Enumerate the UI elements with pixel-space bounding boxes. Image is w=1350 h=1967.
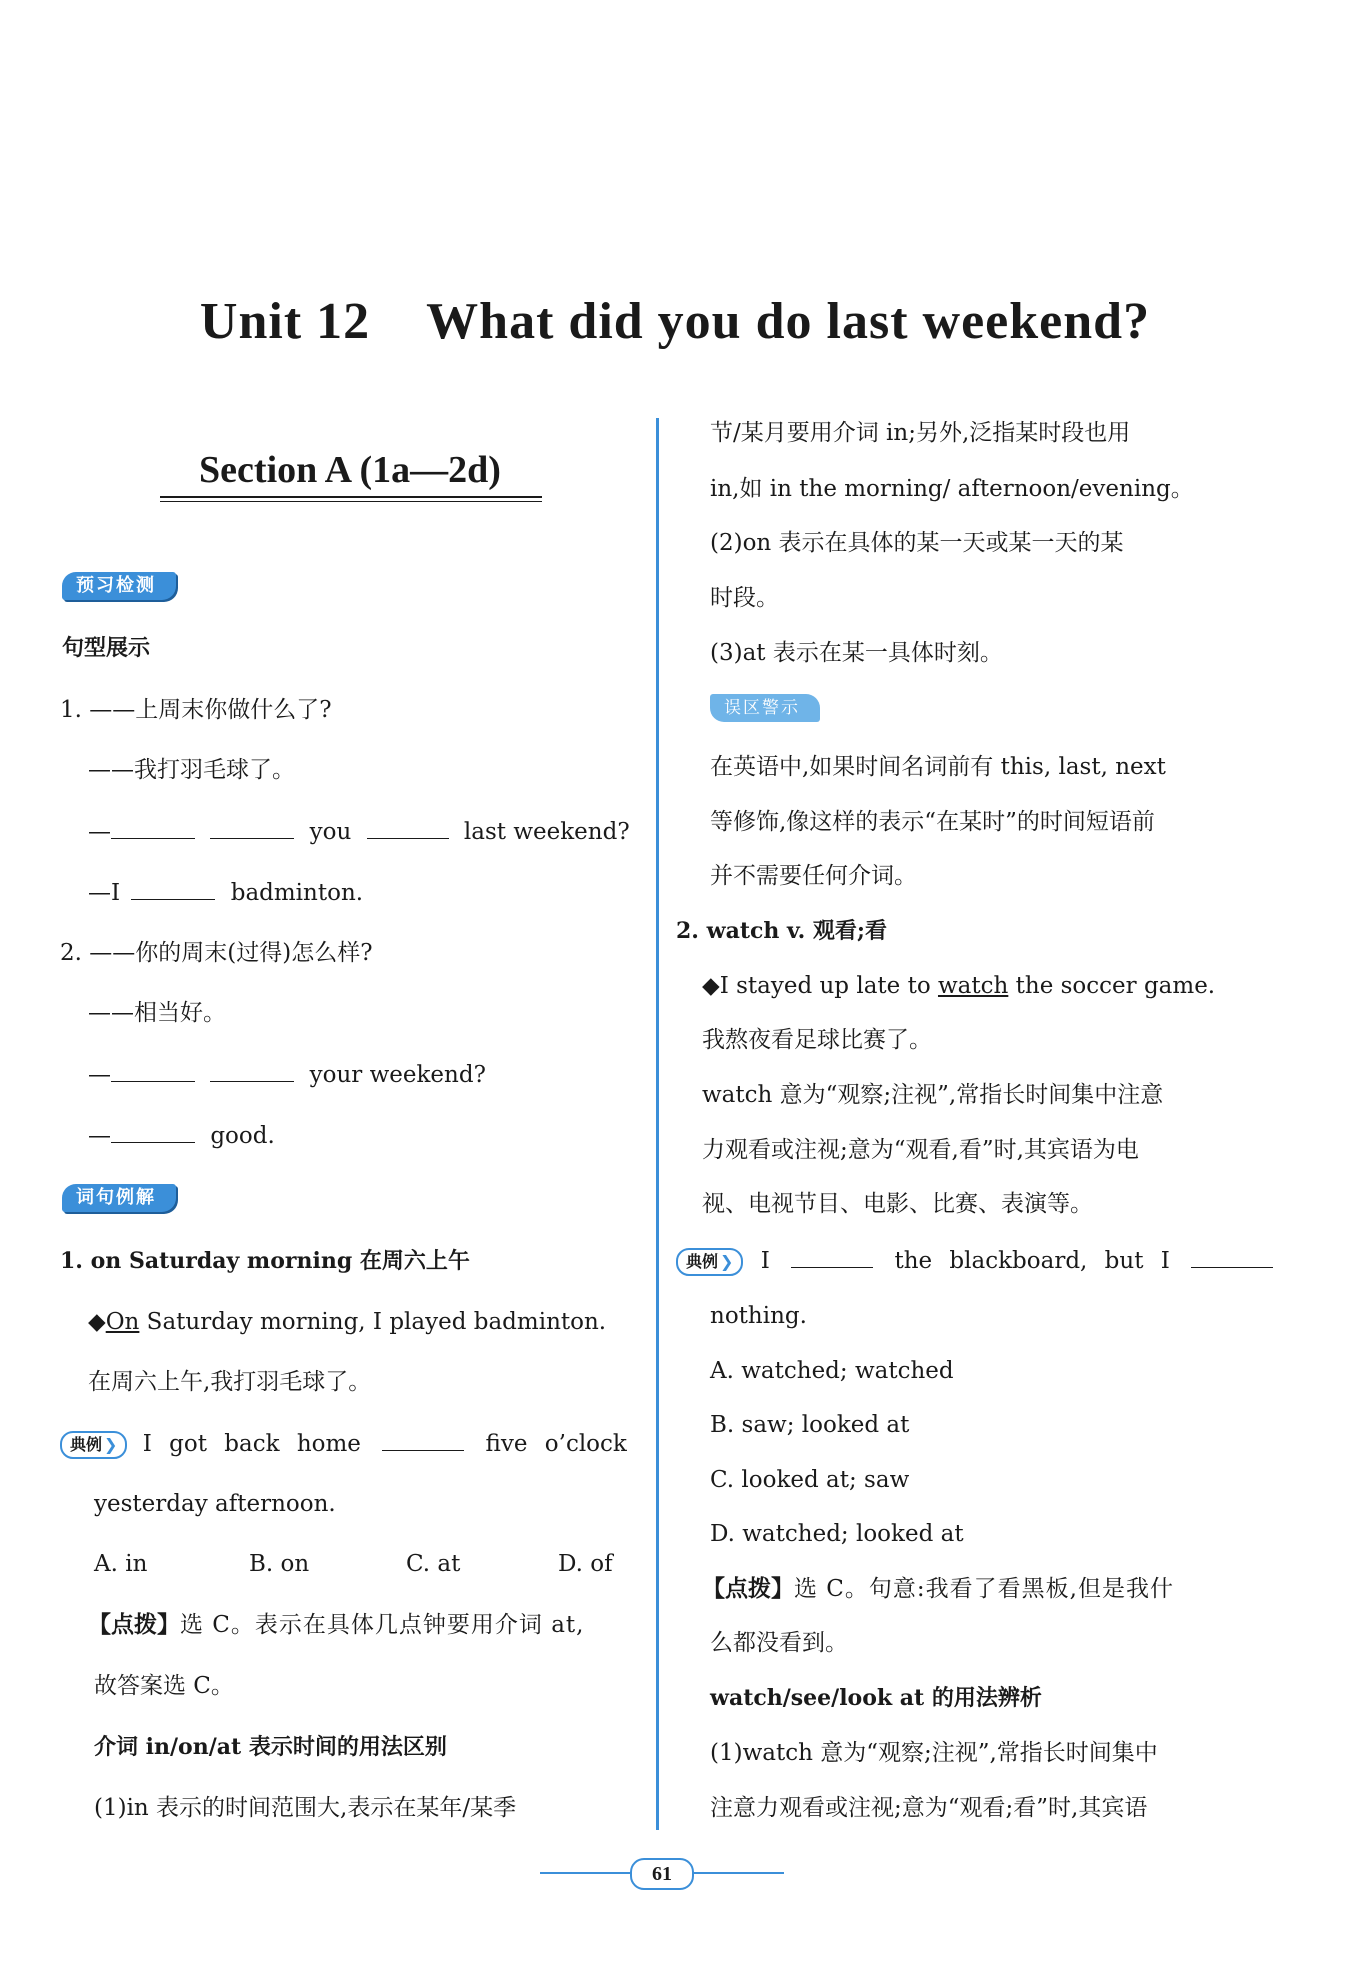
words-tag: 词句例解	[62, 1184, 176, 1212]
example-tag	[676, 1248, 743, 1276]
blank[interactable]	[131, 877, 215, 900]
q1-zh1: 1. ——上周末你做什么了?	[60, 697, 332, 723]
text: good.	[210, 1123, 275, 1149]
text: the soccer game.	[1008, 973, 1216, 999]
arrow-icon: ❯	[104, 1435, 118, 1454]
unit-title	[0, 292, 1350, 351]
sub-s2-right: 注意力观看或注视;意为“观看;看”时,其宾语	[710, 1795, 1148, 1821]
right-p3: (2)on 表示在具体的某一天或某一天的某	[710, 530, 1124, 556]
section-title: Section A (1a—2d)	[199, 449, 501, 491]
diamond-icon: ◆	[702, 973, 720, 999]
blank[interactable]	[210, 1059, 294, 1082]
text: your weekend?	[309, 1062, 486, 1088]
example-tag-label: 典例	[70, 1435, 103, 1454]
right-p5: (3)at 表示在某一具体时刻。	[710, 640, 1003, 666]
example2	[676, 1245, 1273, 1276]
text: five o’clock	[485, 1431, 627, 1457]
item2-e2: 力观看或注视;意为“观看,看”时,其宾语为电	[702, 1137, 1139, 1163]
tip2-cont: 么都没看到。	[710, 1630, 848, 1656]
example2-option-a[interactable]: A. watched; watched	[710, 1358, 954, 1384]
q1-en2	[88, 877, 363, 908]
arrow-icon: ❯	[720, 1252, 734, 1271]
example2-option-d[interactable]: D. watched; looked at	[710, 1521, 964, 1547]
patterns-heading: 句型展示	[62, 636, 151, 661]
dash: —	[88, 819, 111, 845]
item1-title: 1. on Saturday morning 在周六上午	[60, 1248, 470, 1274]
text: 选 C。句意:我看了看黑板,但是我什	[794, 1576, 1174, 1602]
section-underline	[160, 496, 542, 498]
item1-example	[88, 1307, 606, 1337]
text: last weekend?	[463, 819, 630, 845]
example1	[60, 1428, 627, 1459]
tip-label: 【点拨】	[88, 1611, 180, 1638]
tip-label: 【点拨】	[702, 1575, 794, 1602]
blank[interactable]	[1191, 1245, 1273, 1268]
option-b[interactable]: B. on	[249, 1551, 310, 1577]
text: badminton.	[230, 880, 364, 906]
warning-l3: 并不需要任何介词。	[710, 863, 917, 889]
text: I	[760, 1248, 770, 1274]
option-c[interactable]: C. at	[406, 1551, 461, 1577]
q1-zh2: ——我打羽毛球了。	[88, 757, 295, 783]
item2-title: 2. watch v. 观看;看	[676, 918, 888, 944]
text: —I	[88, 880, 121, 906]
item1-zh: 在周六上午,我打羽毛球了。	[88, 1369, 372, 1395]
footer-line-right	[694, 1872, 784, 1874]
blank[interactable]	[111, 1120, 195, 1143]
section-underline-thin	[160, 501, 542, 502]
item2-e1: watch 意为“观察;注视”,常指长时间集中注意	[702, 1082, 1164, 1108]
example-tag	[60, 1431, 127, 1459]
dash: —	[88, 1062, 111, 1088]
diamond-icon: ◆	[88, 1309, 106, 1335]
preview-tag: 预习检测	[62, 572, 176, 600]
column-divider	[656, 418, 659, 1830]
example1-cont: yesterday afternoon.	[94, 1491, 336, 1517]
sub-title-left: 介词 in/on/at 表示时间的用法区别	[94, 1734, 447, 1760]
blank[interactable]	[111, 816, 195, 839]
tip1	[88, 1610, 585, 1640]
page-footer	[520, 1852, 800, 1892]
sub-s1-right: (1)watch 意为“观察;注视”,常指长时间集中	[710, 1740, 1158, 1766]
footer-line-left	[540, 1872, 630, 1874]
option-d[interactable]: D. of	[558, 1551, 613, 1577]
blank[interactable]	[210, 816, 294, 839]
blank[interactable]	[111, 1059, 195, 1082]
unit-question: What did you do last weekend?	[426, 293, 1151, 350]
underlined-word: On	[105, 1309, 140, 1335]
tip1-cont: 故答案选 C。	[94, 1673, 234, 1699]
sub-p1-left: (1)in 表示的时间范围大,表示在某年/某季	[94, 1795, 517, 1821]
option-a[interactable]: A. in	[94, 1551, 148, 1577]
sub-title-right: watch/see/look at 的用法辨析	[710, 1685, 1042, 1711]
text: you	[309, 819, 352, 845]
page-number: 61	[630, 1858, 694, 1890]
right-p1: 节/某月要用介词 in;另外,泛指某时段也用	[710, 420, 1131, 446]
dash: —	[88, 1123, 111, 1149]
example2-cont: nothing.	[710, 1303, 807, 1329]
text: I got back home	[142, 1431, 361, 1457]
underlined-word: watch	[937, 973, 1009, 999]
q2-zh2: ——相当好。	[88, 1000, 226, 1026]
item2-zh: 我熬夜看足球比赛了。	[702, 1027, 932, 1053]
blank[interactable]	[791, 1245, 873, 1268]
right-p2: in,如 in the morning/ afternoon/evening。	[710, 476, 1194, 502]
text: the blackboard, but I	[894, 1248, 1170, 1274]
warning-tag: 误区警示	[710, 694, 820, 722]
example1-options	[94, 1549, 613, 1579]
right-p4: 时段。	[710, 585, 779, 611]
warning-l1: 在英语中,如果时间名词前有 this, last, next	[710, 754, 1166, 780]
example2-option-c[interactable]: C. looked at; saw	[710, 1467, 910, 1493]
warning-l2: 等修饰,像这样的表示“在某时”的时间短语前	[710, 809, 1155, 835]
example-tag-label: 典例	[686, 1252, 719, 1271]
q2-en2	[88, 1120, 275, 1151]
tip2	[702, 1574, 1174, 1604]
q2-zh1: 2. ——你的周末(过得)怎么样?	[60, 940, 373, 966]
text: I stayed up late to	[719, 973, 938, 999]
text: Saturday morning, I played badminton.	[139, 1309, 607, 1335]
item2-example	[702, 971, 1215, 1001]
blank[interactable]	[367, 816, 449, 839]
q1-en1	[88, 816, 630, 847]
unit-number: Unit 12	[199, 293, 371, 350]
example2-option-b[interactable]: B. saw; looked at	[710, 1412, 910, 1438]
q2-en1	[88, 1059, 486, 1090]
text: 选 C。表示在具体几点钟要用介词 at,	[180, 1612, 585, 1638]
item2-e3: 视、电视节目、电影、比赛、表演等。	[702, 1191, 1093, 1217]
blank[interactable]	[382, 1428, 464, 1451]
